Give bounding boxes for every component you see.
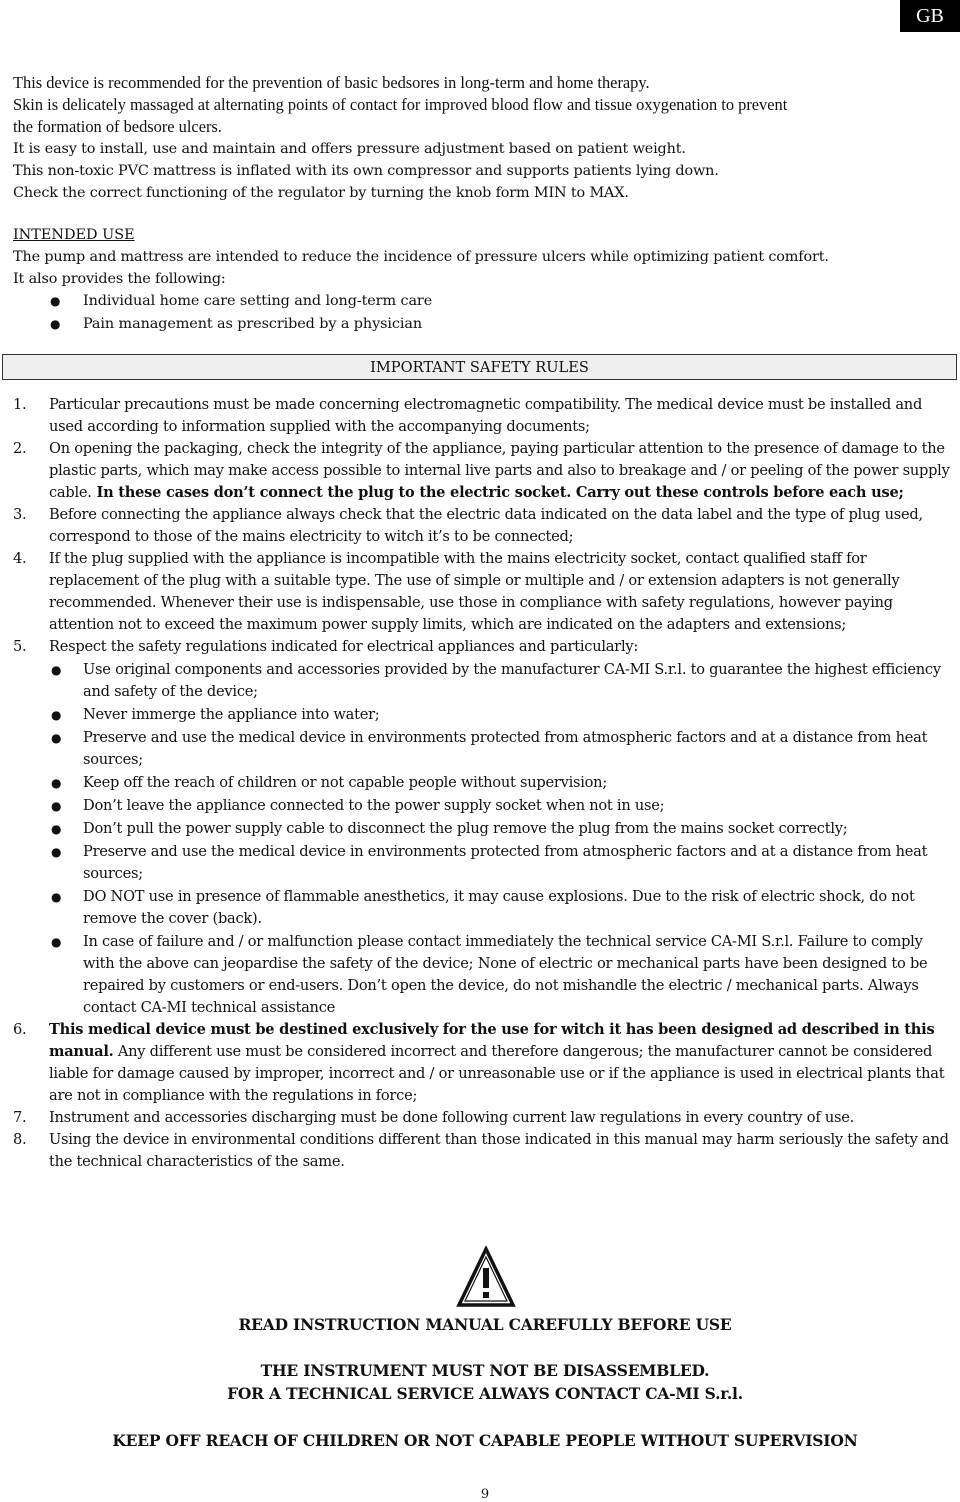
rule-number: 7. [13,1109,27,1126]
list-item [49,659,957,703]
list-item [49,818,957,840]
safety-rule [13,438,957,504]
bullet-dot-icon: ● [50,294,61,308]
bullet-dot-icon: ● [51,663,62,677]
rule-number: 5. [13,638,27,655]
bullet-dot-icon: ● [51,799,62,813]
safety-rule [13,1019,957,1107]
list-item-text: Preserve and use the medical device in environments protected from atmospheric factors and at a distance from heat sources; [83,843,928,882]
bullet-dot-icon: ● [51,845,62,859]
list-item [13,290,957,313]
rule-text: Respect the safety regulations indicated for electrical appliances and particularly: [49,638,639,655]
list-item-text: Never immerge the appliance into water; [83,706,380,723]
safety-rule [13,1129,957,1173]
language-badge: GB [900,0,960,32]
list-item-text: Don’t pull the power supply cable to disconnect the plug remove the plug from the mains socket correctly; [83,820,848,837]
rule-number: 4. [13,550,27,567]
rule-number: 3. [13,506,27,523]
rule-number: 6. [13,1021,27,1038]
rule-text: On opening the packaging, check the integrity of the appliance, paying particular attention to the presence of damage to the plastic parts, which may make access possible to internal live parts and also to breakage and / or peeling of the power supply cable. [49,440,950,501]
no-disassemble-notice: THE INSTRUMENT MUST NOT BE DISASSEMBLED. [260,1361,710,1380]
list-item [49,841,957,885]
rule-5-list [49,659,957,1019]
manual-page [13,72,957,1173]
safety-rule [13,636,957,1019]
rule-text: Using the device in environmental conditions different than those indicated in this manual may harm seriously the safety and the technical characteristics of the same. [49,1131,949,1170]
rule-text: Instrument and accessories discharging must be done following current law regulations in every country of use. [49,1109,855,1126]
list-item-text: Preserve and use the medical device in environments protected from atmospheric factors and at a distance from heat sources; [83,729,928,768]
rule-text: Particular precautions must be made concerning electromagnetic compatibility. The medical device must be installed and used according to information supplied with the accompanying documents; [49,396,923,435]
warning-triangle-icon [456,1246,516,1308]
list-item [49,704,957,726]
rule-text: If the plug supplied with the appliance is incompatible with the mains electricity socket, contact qualified staff for replacement of the plug with a suitable type. The use of simple or multiple and / or extension adapters is not generally recommended. Whenever their use is indispensable, use those in compliance with safety regulations, however paying attention not to exceed the maximum power supply limits, which are indicated on the adapters and extensions; [49,550,900,633]
bullet-dot-icon: ● [51,935,62,949]
intro-line: Check the correct functioning of the regulator by turning the knob form MIN to MAX. [13,185,629,201]
list-item [49,886,957,930]
list-item-text: In case of failure and / or malfunction please contact immediately the technical service CA-MI S.r.l. Failure to comply with the above can jeopardise the safety of the device; None of electric or mechanical parts have been designed to be repaired by customers or end-users. Don’t open the device, do not mishandle the electric / mechanical parts. Always contact CA-MI technical assistance [83,933,928,1016]
bullet-dot-icon: ● [51,731,62,745]
list-item [49,795,957,817]
rule-text: Before connecting the appliance always check that the electric data indicated on the data label and the type of plug used, correspond to those of the mains electricity to witch it’s to be connected; [49,506,923,545]
intended-use-line: It also provides the following: [13,271,226,287]
safety-rules-heading: IMPORTANT SAFETY RULES [370,358,589,376]
safety-rule [13,1107,957,1129]
safety-rules-list [13,394,957,1173]
intro-line: This device is recommended for the prevention of basic bedsores in long-term and home therapy. [13,73,650,92]
intended-use-list [13,290,957,336]
bullet-dot-icon: ● [51,708,62,722]
read-manual-notice: READ INSTRUCTION MANUAL CAREFULLY BEFORE USE [238,1315,732,1334]
intended-use-line: The pump and mattress are intended to reduce the incidence of pressure ulcers while optimizing patient comfort. [13,249,829,265]
rule-bold-text: In these cases don’t connect the plug to the electric socket. Carry out these controls before each use; [91,484,904,501]
list-item-text: Keep off the reach of children or not capable people without supervision; [83,774,607,791]
safety-rule [13,504,957,548]
rule-text: Any different use must be considered incorrect and therefore dangerous; the manufacturer cannot be considered liable for damage caused by improper, incorrect and / or unreasonable use or if the appliance is used in electrical plants that are not in compliance with the regulations in force; [49,1043,945,1104]
intro-line: It is easy to install, use and maintain and offers pressure adjustment based on patient weight. [13,141,686,157]
rule-number: 8. [13,1131,27,1148]
bullet-dot-icon: ● [50,317,61,331]
list-item-text: DO NOT use in presence of flammable anesthetics, it may cause explosions. Due to the risk of electric shock, do not remove the cover (back). [83,888,915,927]
list-item-text: Pain management as prescribed by a physician [83,316,423,332]
safety-rule [13,394,957,438]
list-item [49,931,957,1019]
safety-rule [13,548,957,636]
list-item [49,727,957,771]
intro-line: the formation of bedsore ulcers. [13,117,222,136]
bullet-dot-icon: ● [51,776,62,790]
intro-line: This non-toxic PVC mattress is inflated with its own compressor and supports patients lying down. [13,163,719,179]
bullet-dot-icon: ● [51,822,62,836]
list-item [13,313,957,336]
rule-number: 2. [13,440,27,457]
intended-use-heading: INTENDED USE [13,227,135,243]
list-item-text: Individual home care setting and long-term care [83,293,433,309]
rule-number: 1. [13,396,27,413]
intro-line: Skin is delicately massaged at alternating points of contact for improved blood flow and tissue oxygenation to prevent [13,95,788,114]
list-item-text: Use original components and accessories provided by the manufacturer CA-MI S.r.l. to guarantee the highest efficiency and safety of the device; [83,661,941,700]
bullet-dot-icon: ● [51,890,62,904]
list-item-text: Don’t leave the appliance connected to the power supply socket when not in use; [83,797,665,814]
safety-rules-banner [2,354,957,380]
list-item [49,772,957,794]
keep-off-notice: KEEP OFF REACH OF CHILDREN OR NOT CAPABLE PEOPLE WITHOUT SUPERVISION [112,1431,858,1450]
rule-bold-text: This medical device must be destined exclusively for the use for witch it has been designed ad described in this manual. [49,1021,935,1060]
page-number: 9 [480,1487,490,1502]
technical-service-notice: FOR A TECHNICAL SERVICE ALWAYS CONTACT CA-MI S.r.l. [227,1384,743,1403]
